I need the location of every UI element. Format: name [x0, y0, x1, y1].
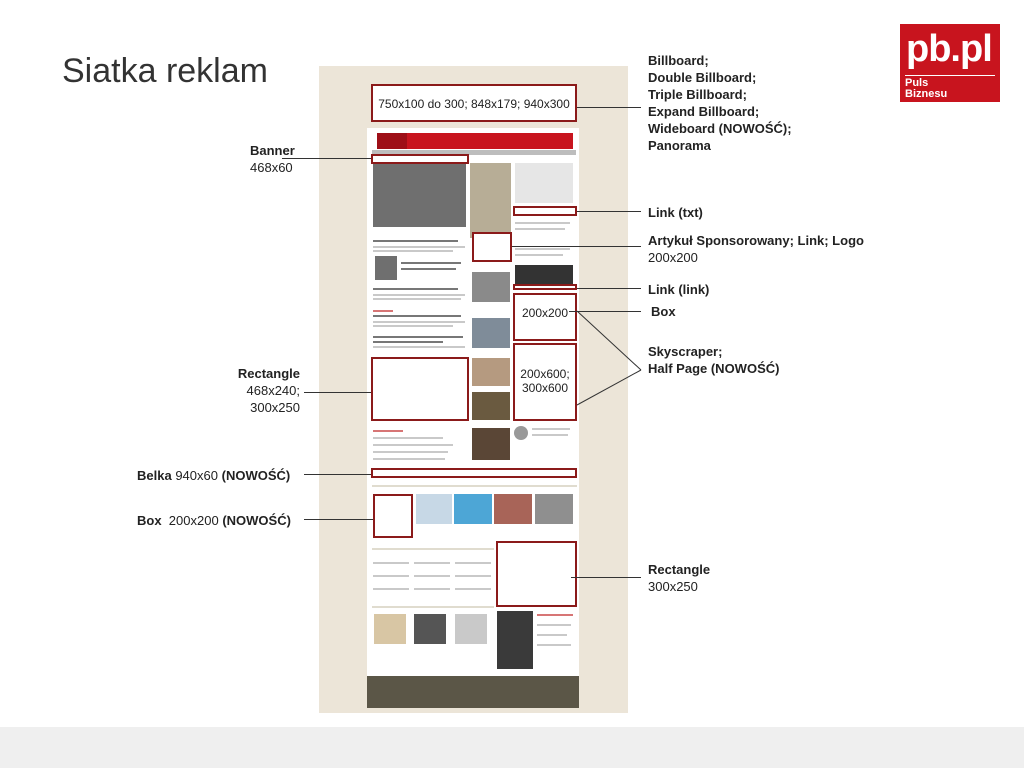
logo-sub-biznesu: Biznesu — [905, 88, 948, 100]
label-belka-name: Belka — [137, 468, 172, 483]
label-rectangle-left-size-2: 300x250 — [250, 400, 300, 415]
label-billboard-item: Double Billboard; — [648, 70, 757, 85]
label-skyscraper-line: Skyscraper; — [648, 344, 723, 359]
label-box-left-size: 200x200 — [168, 513, 219, 528]
label-billboard-item: Expand Billboard; — [648, 104, 760, 119]
label-belka-size: 940x60 — [175, 468, 218, 483]
label-billboard-item: Wideboard (NOWOŚĆ); — [648, 121, 792, 136]
label-rectangle-right-size: 300x250 — [648, 579, 698, 594]
label-rectangle-left-name: Rectangle — [237, 366, 300, 381]
label-link-link: Link (link) — [648, 282, 710, 297]
label-billboard-item: Billboard; — [648, 53, 709, 68]
label-banner-name: Banner — [250, 143, 295, 158]
label-skyscraper-line: Half Page (NOWOŚĆ) — [648, 361, 780, 376]
label-link-txt: Link (txt) — [648, 205, 703, 220]
label-rectangle-left-size-1: 468x240; — [246, 383, 300, 398]
label-rectangle-right-name: Rectangle — [648, 562, 711, 577]
label-billboard-item: Triple Billboard; — [648, 87, 747, 102]
label-sponsored-name: Artykuł Sponsorowany; Link; Logo — [648, 233, 864, 248]
connector-skyscraper-bottom — [577, 370, 641, 405]
slide-title: Siatka reklam — [62, 52, 268, 90]
ad-skyscraper-label: 200x600; 300x600 — [520, 367, 570, 395]
label-sponsored-size: 200x200 — [648, 250, 698, 265]
logo-main-text: pb.pl — [906, 28, 992, 70]
label-box-left-name: Box — [137, 513, 162, 528]
label-box: Box — [651, 304, 676, 319]
ad-top-billboard-label: 750x100 do 300; 848x179; 940x300 — [378, 97, 570, 111]
ad-box-200-label: 200x200 — [521, 306, 569, 320]
logo-sub-puls: Puls — [905, 77, 929, 89]
connector-skyscraper-top — [577, 311, 641, 370]
label-banner-size: 468x60 — [250, 160, 293, 175]
label-billboard-item: Panorama — [648, 138, 711, 153]
label-belka-tag: (NOWOŚĆ) — [221, 468, 291, 483]
label-box-left-tag: (NOWOŚĆ) — [222, 513, 291, 528]
